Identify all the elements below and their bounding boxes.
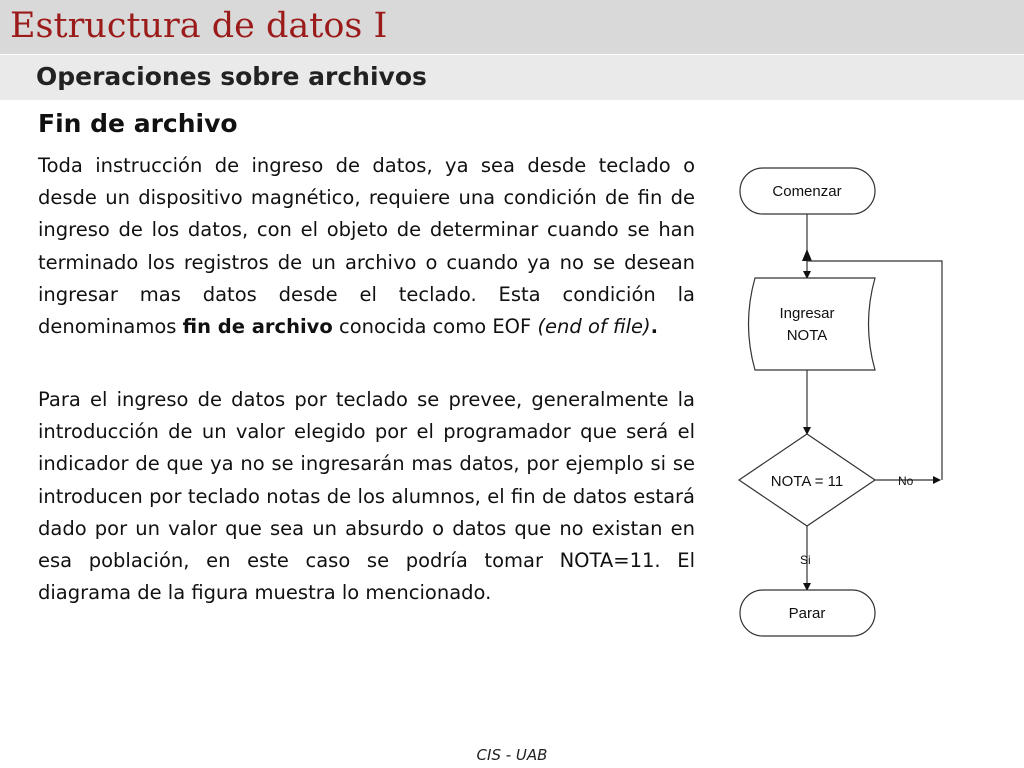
- flowchart-input-line1: Ingresar: [779, 305, 835, 322]
- flowchart-input-shape: [749, 278, 876, 370]
- flowchart-input-line2: NOTA: [786, 327, 828, 344]
- paragraph-keyboard-input: Para el ingreso de datos por teclado se prevee, generalmente la introducción de un valor elegido por el programador que será el indicador de que ya no se ingresarán mas datos, por ejemplo si se introducen por teclado notas de los alumnos, el fin de datos estará dado por un valor que sea un absurdo o datos que no existan en esa población, en este caso se podría tomar NOTA=11. El diagrama de la figura muestra lo mencionado.: [38, 388, 695, 605]
- flowchart-loop-join-arrow: [802, 249, 812, 261]
- paragraph1-bold-term: fin de archivo: [182, 315, 333, 339]
- flowchart-diagram: [730, 160, 970, 650]
- paragraph1-italic-term: (end of file): [537, 315, 651, 339]
- flowchart-end-label: Parar: [788, 605, 826, 622]
- flowchart-start-label: Comenzar: [772, 183, 842, 200]
- paragraph1-text-a: Toda instrucción de ingreso de datos, ya sea desde teclado o desde un dispositivo magnético, requiere una condición de fin de ingreso de los datos, con el objeto de determinar cuando se han terminado los registros de un archivo o cuando ya no se desean ingresar mas datos desde el teclado. Esta condición la denominamos: [38, 154, 695, 339]
- section-heading: Fin de archivo: [38, 109, 238, 138]
- paragraph-eof-definition: [38, 150, 695, 343]
- paragraph1-text-b: conocida como EOF: [332, 315, 538, 339]
- slide-subtitle: Operaciones sobre archivos: [36, 62, 427, 91]
- footer-text: CIS - UAB: [476, 746, 548, 764]
- slide-title: Estructura de datos I: [10, 6, 388, 46]
- flowchart-yes-label: Si: [800, 553, 811, 567]
- paragraph1-end-mark: .: [650, 315, 659, 339]
- flowchart-no-label: No: [898, 474, 914, 488]
- flowchart-decision-label: NOTA = 11: [770, 473, 844, 490]
